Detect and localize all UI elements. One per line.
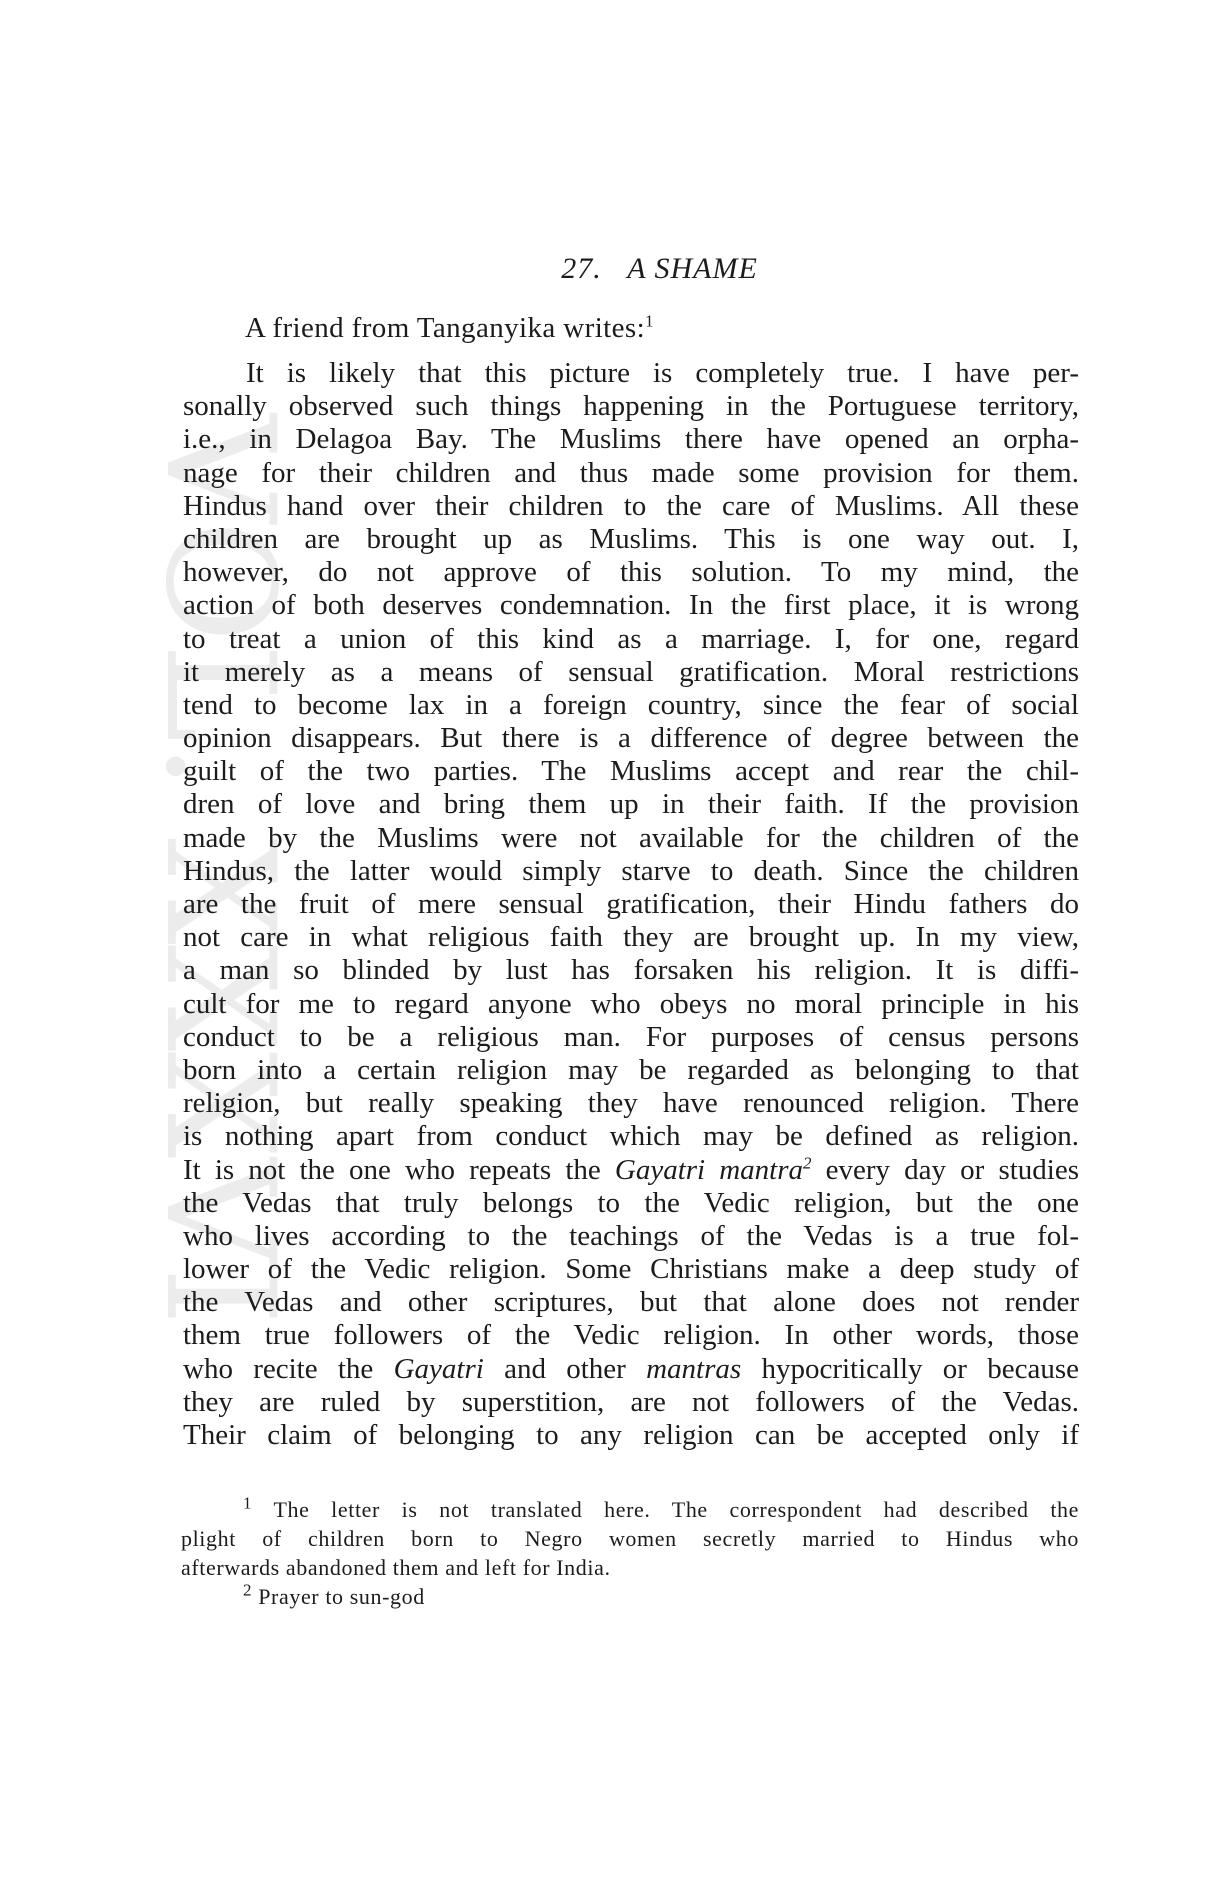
body-line: it merely as a means of sensual gratification. Moral restrictions bbox=[183, 655, 1079, 688]
italic-term: mantras bbox=[646, 1352, 742, 1385]
body-line: lower of the Vedic religion. Some Christians make a deep study of bbox=[183, 1253, 1079, 1286]
italic-term bbox=[615, 1154, 812, 1186]
body-line: however, do not approve of this solution. To my mind, the bbox=[183, 556, 1079, 589]
footnote-text: The letter is not translated here. The correspondent had described the bbox=[273, 1497, 1080, 1522]
body-line: guilt of the two parties. The Muslims accept and rear the chil- bbox=[183, 755, 1079, 788]
body-line: religion, but really speaking they have renounced religion. There bbox=[183, 1087, 1079, 1120]
footnote-ref-2: 2 bbox=[803, 1152, 812, 1172]
line-text: hypocritically or because bbox=[761, 1352, 1080, 1385]
body-line-gayatri-mantra bbox=[183, 1154, 1079, 1187]
line-text: and other bbox=[504, 1352, 626, 1385]
line-text: who recite the bbox=[183, 1352, 374, 1385]
italic-term: Gayatri bbox=[393, 1352, 484, 1385]
footnote-2-line bbox=[181, 1582, 1079, 1611]
body-line: born into a certain religion may be regarded as belonging to that bbox=[183, 1053, 1079, 1086]
footnote-1-line bbox=[181, 1495, 1079, 1524]
letter-body bbox=[183, 357, 1079, 1452]
footnotes bbox=[181, 1495, 1079, 1611]
body-line: the Vedas that truly belongs to the Vedic religion, but the one bbox=[183, 1186, 1079, 1219]
body-line: they are ruled by superstition, are not followers of the Vedas. bbox=[183, 1385, 1079, 1418]
body-line: to treat a union of this kind as a marriage. I, for one, regard bbox=[183, 622, 1079, 655]
intro-line bbox=[245, 312, 654, 345]
body-line: children are brought up as Muslims. This is one way out. I, bbox=[183, 522, 1079, 555]
body-line: tend to become lax in a foreign country, since the fear of social bbox=[183, 688, 1079, 721]
body-line: cult for me to regard anyone who obeys no moral principle in his bbox=[183, 987, 1079, 1020]
watermark-text: VOL. XXXVI bbox=[132, 414, 306, 1326]
body-line: them true followers of the Vedic religion. In other words, those bbox=[183, 1319, 1079, 1352]
italic-text: Gayatri mantra bbox=[614, 1153, 804, 1186]
body-line: nage for their children and thus made some provision for them. bbox=[183, 456, 1079, 489]
body-line: not care in what religious faith they are brought up. In my view, bbox=[183, 921, 1079, 954]
footnote-1-line: afterwards abandoned them and left for India. bbox=[181, 1555, 611, 1580]
intro-text: A friend from Tanganyika writes: bbox=[245, 312, 646, 344]
body-line: Hindus hand over their children to the care of Muslims. All these bbox=[183, 489, 1079, 522]
article-title bbox=[0, 252, 1229, 286]
body-line-mantras bbox=[183, 1353, 1079, 1386]
body-line: i.e., in Delagoa Bay. The Muslims there have opened an orpha- bbox=[183, 423, 1079, 456]
title-number: 27. bbox=[561, 252, 602, 285]
body-line: the Vedas and other scriptures, but that alone does not render bbox=[183, 1286, 1079, 1319]
footnote-1-line: plight of children born to Negro women secretly married to Hindus who bbox=[181, 1526, 1079, 1551]
body-line: who lives according to the teachings of the Vedas is a true fol- bbox=[183, 1219, 1079, 1252]
footnote-ref-1: 1 bbox=[645, 311, 654, 331]
body-line: made by the Muslims were not available for the children of the bbox=[183, 821, 1079, 854]
body-line: opinion disappears. But there is a difference of degree between the bbox=[183, 722, 1079, 755]
body-line: sonally observed such things happening in the Portuguese territory, bbox=[183, 390, 1079, 423]
body-line: a man so blinded by lust has forsaken his religion. It is diffi- bbox=[183, 954, 1079, 987]
body-line: Their claim of belonging to any religion can be accepted only if bbox=[183, 1419, 1079, 1451]
footnote-2-marker: 2 bbox=[243, 1580, 253, 1600]
body-line: Hindus, the latter would simply starve to death. Since the children bbox=[183, 854, 1079, 887]
line-text: every day or studies bbox=[825, 1153, 1079, 1186]
title-text: A SHAME bbox=[627, 252, 758, 285]
body-line: action of both deserves condemnation. In the first place, it is wrong bbox=[183, 589, 1079, 622]
body-line: dren of love and bring them up in their faith. If the provision bbox=[183, 788, 1079, 821]
footnote-text: Prayer to sun-god bbox=[258, 1584, 425, 1609]
body-line: conduct to be a religious man. For purposes of census persons bbox=[183, 1020, 1079, 1053]
body-line: are the fruit of mere sensual gratification, their Hindu fathers do bbox=[183, 888, 1079, 920]
body-line: It is likely that this picture is completely true. I have per- bbox=[246, 357, 1079, 389]
line-text: It is not the one who repeats the bbox=[183, 1153, 601, 1186]
body-line: is nothing apart from conduct which may be defined as religion. bbox=[183, 1120, 1079, 1153]
footnote-1-marker: 1 bbox=[243, 1493, 253, 1513]
